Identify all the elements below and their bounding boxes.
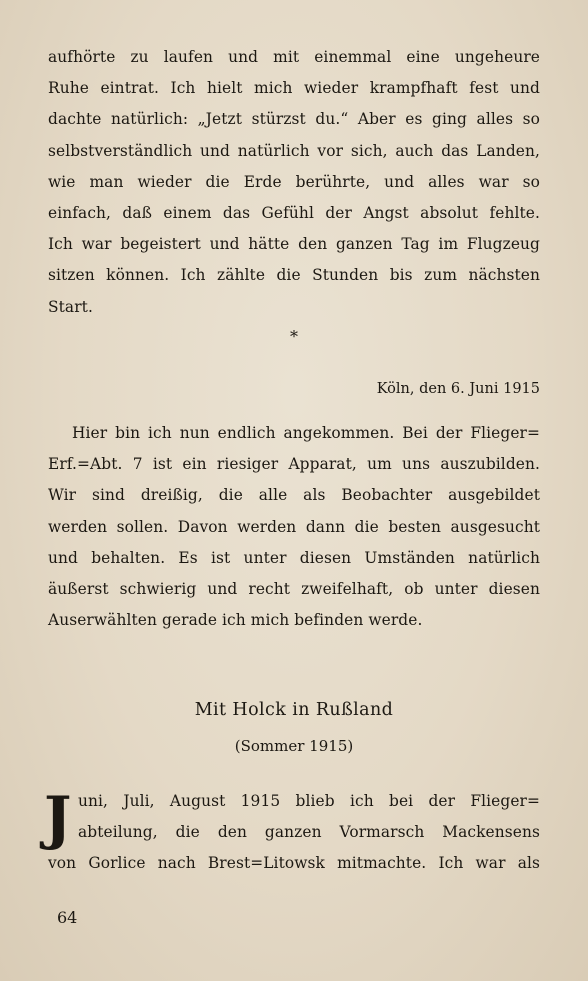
paragraph-letter bbox=[48, 418, 540, 636]
text-line: werden sollen. Davon werden dann die besten ausgesucht bbox=[48, 517, 540, 536]
text-line: Start. bbox=[48, 297, 93, 316]
text-line: dachte natürlich: „Jetzt stürzst du.“ Aber es ging alles so bbox=[48, 110, 540, 129]
text-line: Wir sind dreißig, die alle als Beobachter ausgebildet bbox=[48, 486, 540, 505]
text-line: selbstverständlich und natürlich vor sich, auch das Landen, bbox=[48, 141, 540, 160]
chapter-heading: Mit Holck in Rußland bbox=[194, 700, 394, 720]
text-line: Auserwählten gerade ich mich befinden werde. bbox=[48, 611, 423, 630]
text-line: wie man wieder die Erde berührte, und alles war so bbox=[48, 172, 540, 191]
text-line: äußerst schwierig und recht zweifelhaft, ob unter diesen bbox=[48, 580, 540, 599]
paragraph-flight-experience bbox=[48, 42, 540, 323]
text-line: Ruhe eintrat. Ich hielt mich wieder krampfhaft fest und bbox=[48, 79, 540, 98]
text-line: abteilung, die den ganzen Vormarsch Mackensens bbox=[78, 823, 540, 842]
chapter-subheading: (Sommer 1915) bbox=[234, 737, 354, 755]
page-number: 64 bbox=[57, 908, 78, 927]
letter-dateline: Köln, den 6. Juni 1915 bbox=[376, 381, 540, 397]
paragraph-chapter-opening bbox=[48, 786, 540, 880]
text-line: Ich war begeistert und hätte den ganzen Tag im Flugzeug bbox=[48, 235, 540, 254]
text-line: sitzen können. Ich zählte die Stunden bis zum nächsten bbox=[48, 266, 540, 285]
section-separator: * bbox=[290, 327, 298, 346]
text-line: von Gorlice nach Brest=Litowsk mitmachte. Ich war als bbox=[48, 854, 540, 873]
text-line: aufhörte zu laufen und mit einemmal eine ungeheure bbox=[48, 48, 540, 66]
drop-cap: J bbox=[44, 784, 72, 852]
text-line: Hier bin ich nun endlich angekommen. Bei der Flieger= bbox=[72, 424, 540, 442]
text-line: und behalten. Es ist unter diesen Umständen natürlich bbox=[48, 548, 540, 567]
text-line: einfach, daß einem das Gefühl der Angst absolut fehlte. bbox=[48, 204, 540, 223]
text-line: Erf.=Abt. 7 ist ein riesiger Apparat, um uns auszubilden. bbox=[48, 455, 540, 474]
text-line: uni, Juli, August 1915 blieb ich bei der Flieger= bbox=[78, 792, 540, 810]
